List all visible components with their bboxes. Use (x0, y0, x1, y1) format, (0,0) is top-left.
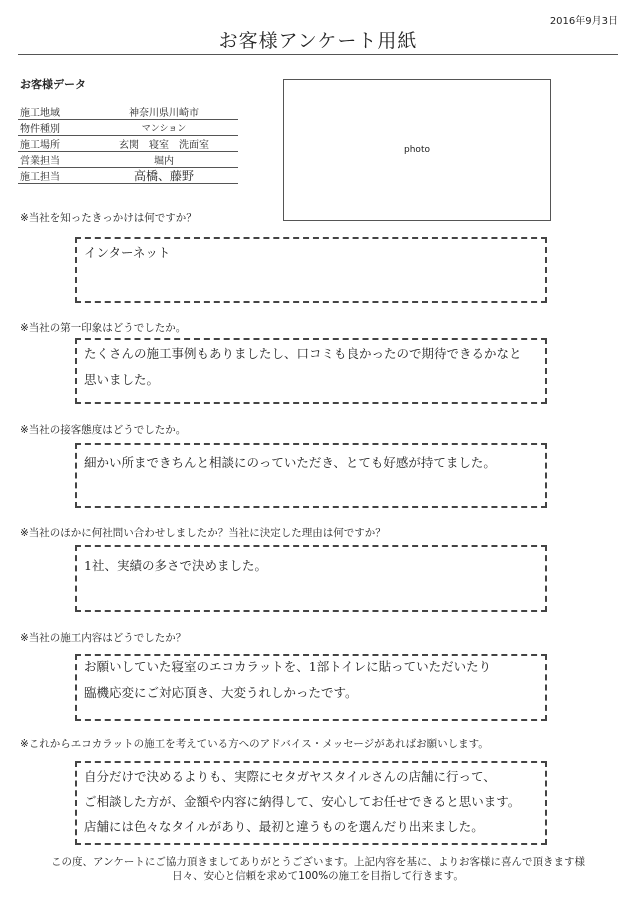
row-value: 玄関 寝室 洗面室 (119, 140, 209, 151)
question-4: ※当社のほかに何社問い合わせしましたか？当社に決定した理由は何ですか？ (20, 527, 386, 539)
answer-line: 1社、実績の多さで決めました。 (84, 558, 267, 573)
customer-row-sales (18, 152, 238, 168)
row-label: 物件種別 (20, 124, 60, 135)
answer-4 (84, 553, 267, 579)
photo-label: photo (404, 145, 430, 155)
question-5: ※当社の施工内容はどうでしたか？ (20, 632, 187, 644)
title-divider (18, 54, 618, 55)
question-2: ※当社の第一印象はどうでしたか。 (20, 322, 187, 334)
answer-6 (84, 764, 520, 839)
row-label: 施工担当 (20, 172, 60, 183)
answer-1 (84, 240, 170, 266)
customer-row-area (18, 104, 238, 120)
footer-line: 日々、安心と信頼を求めて100%の施工を目指して行きます。 (172, 870, 464, 882)
row-label: 施工場所 (20, 140, 60, 151)
answer-line: 自分だけで決めるよりも、実際にセタガヤスタイルさんの店舗に行って、 (84, 769, 496, 784)
row-value: 堀内 (154, 156, 174, 167)
question-1: ※当社を知ったきっかけは何ですか？ (20, 212, 197, 224)
customer-row-installer (18, 168, 238, 184)
row-label: 営業担当 (20, 156, 60, 167)
row-label: 施工地域 (20, 108, 60, 119)
survey-date: 2016年9月3日 (549, 16, 618, 27)
row-value: 神奈川県川崎市 (129, 108, 199, 119)
answer-3 (84, 450, 496, 476)
answer-2 (84, 341, 522, 393)
answer-5 (84, 654, 491, 706)
answer-line: 臨機応変にご対応頂き、大変うれしかったです。 (84, 685, 358, 700)
customer-row-location (18, 136, 238, 152)
row-value: マンション (141, 124, 187, 134)
customer-row-property-type (18, 120, 238, 136)
answer-line: 細かい所まできちんと相談にのっていただき、とても好感が持てました。 (84, 455, 496, 470)
answer-line: ご相談した方が、金額や内容に納得して、安心してお任せできると思います。 (84, 794, 521, 809)
row-value: 高橋、藤野 (133, 169, 194, 183)
answer-line: インターネット (84, 245, 171, 260)
answer-line: たくさんの施工事例もありましたし、口コミも良かったので期待できるかなと (84, 346, 522, 361)
question-3: ※当社の接客態度はどうでしたか。 (20, 424, 187, 436)
customer-data-table (18, 104, 238, 184)
answer-line: お願いしていた寝室のエコカラットを、1部トイレに貼っていただいたり (84, 659, 492, 674)
photo-placeholder (283, 79, 551, 221)
question-6: ※これからエコカラットの施工を考えている方へのアドバイス・メッセージがあればお願いします。 (20, 738, 489, 750)
customer-data-heading: お客様データ (20, 78, 86, 91)
page-title: お客様アンケート用紙 (218, 30, 418, 52)
answer-line: 思いました。 (84, 372, 160, 387)
answer-line: 店舗には色々なタイルがあり、最初と違うものを選んだり出来ました。 (84, 819, 484, 834)
footer-message (0, 855, 636, 883)
footer-line: この度、アンケートにご協力頂きましてありがとうございます。上記内容を基に、よりお客様に喜んで頂きます様 (50, 856, 586, 868)
